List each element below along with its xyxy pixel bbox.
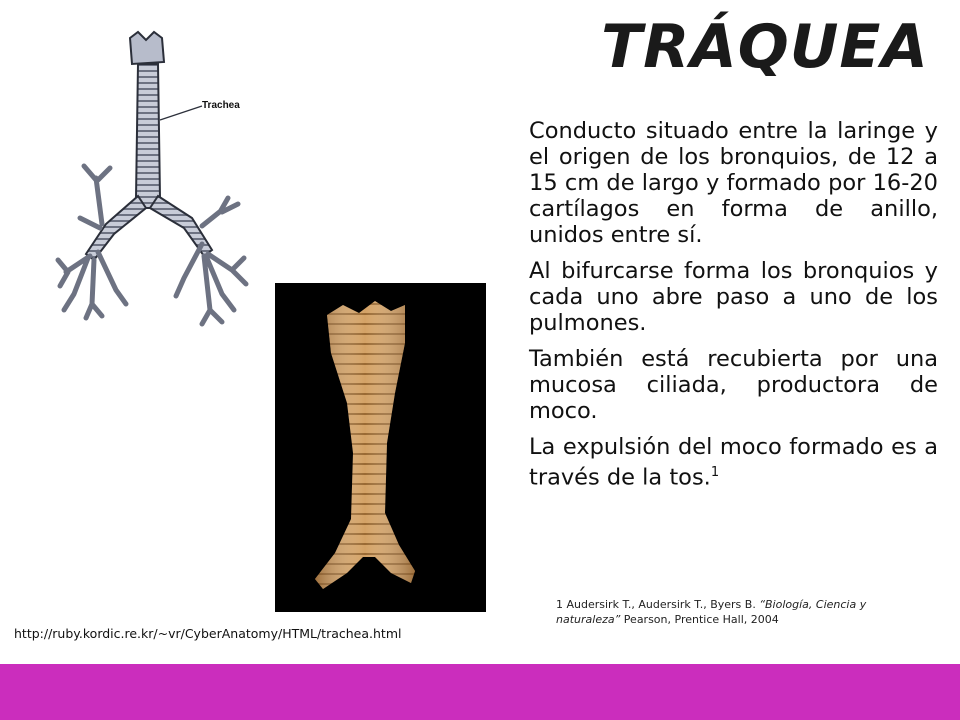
footnote-lead: 1 Audersirk T., Audersirk T., Byers B. [556, 598, 760, 611]
paragraph-expulsion-text: La expulsión del moco formado es a través de la tos. [529, 434, 938, 491]
paragraph-mucosa: También está recubierta por una mucosa ciliada, productora de moco. [529, 346, 938, 424]
footnote [556, 597, 916, 627]
source-url: http://ruby.kordic.re.kr/~vr/CyberAnatomy/HTML/trachea.html [14, 626, 402, 641]
accent-bar [0, 664, 960, 720]
footnote-book-title: “Biología, Ciencia y naturaleza” [556, 598, 867, 626]
trachea-photo [275, 283, 486, 612]
footnote-marker: 1 [710, 465, 720, 480]
body-text [529, 118, 938, 501]
paragraph-definition: Conducto situado entre la laringe y el origen de los bronquios, de 12 a 15 cm de largo y formado por 16-20 cartílagos en forma de anillo, unidos entre sí. [529, 118, 938, 248]
paragraph-expulsion [529, 434, 938, 491]
trachea-diagram [52, 28, 292, 328]
paragraph-bifurcation: Al bifurcarse forma los bronquios y cada uno abre paso a uno de los pulmones. [529, 258, 938, 336]
slide-title: TRÁQUEA [601, 12, 929, 82]
trachea-photo-drawing [275, 283, 486, 612]
footnote-publisher: Pearson, Prentice Hall, 2004 [620, 613, 779, 626]
trachea-label: Trachea [202, 100, 240, 111]
